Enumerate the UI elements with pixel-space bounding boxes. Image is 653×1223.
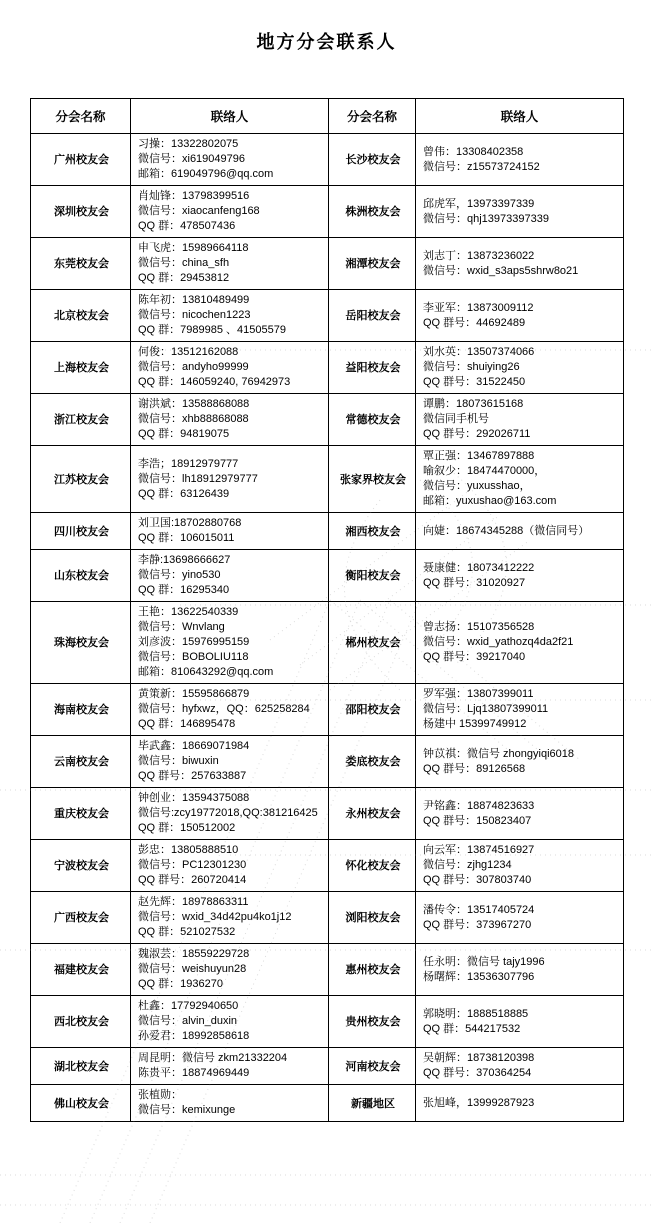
contact-line: 邱虎军，13973397339 [423,197,535,210]
contact-line: QQ 群号：257633887 [138,770,247,782]
contact-line: QQ 群号：292026711 [423,428,531,440]
contact-line: QQ 群：150512002 [138,822,236,834]
contact-info-cell-right [416,134,624,186]
contact-info-cell-left [131,1048,329,1085]
branch-name-cell-right: 常德校友会 [329,394,416,446]
contact-line: 邮箱：810643292@qq.com [138,666,274,678]
contact-info-cell-left [131,788,329,840]
branch-name-cell-left: 深圳校友会 [31,186,131,238]
contact-line: QQ 群：146059240, 76942973 [138,376,291,388]
contact-info-cell-left [131,550,329,602]
table-row [31,513,624,550]
contact-line: 向云军：13874516927 [423,844,535,856]
contact-info-cell-right [416,944,624,996]
contact-line: 微信号：nicochen1223 [138,309,251,321]
contact-line: 申飞虎：15989664118 [138,242,249,254]
contact-line: QQ 群号：150823407 [423,814,532,827]
table-row [31,684,624,736]
contact-line: 尹铭鑫：18874823633 [423,799,535,812]
table-row [31,944,624,996]
contact-info-cell-left [131,446,329,513]
contact-line: 潘传令：13517405724 [423,903,535,916]
contact-info-cell-right [416,238,624,290]
contact-info-cell-right [416,342,624,394]
contact-line: 微信号：qhj13973397339 [423,212,549,225]
table-row [31,446,624,513]
contact-info-cell-left [131,944,329,996]
branch-name-cell-right: 益阳校友会 [329,342,416,394]
contact-line: 微信号：wxid_yathozq4da2f21 [423,636,574,648]
contact-info-cell-left [131,238,329,290]
contact-info-cell-left [131,840,329,892]
contact-line: 黄策新：15595866879 [138,688,250,700]
contact-info-cell-right [416,684,624,736]
branch-name-cell-right: 湘西校友会 [329,513,416,550]
contact-line: 微信号：Wnvlang [138,621,225,633]
contact-line: 喻叙少：18474470000， [423,465,546,477]
contact-info-cell-right [416,602,624,684]
branch-name-cell-right: 岳阳校友会 [329,290,416,342]
table-row [31,186,624,238]
contact-line: 微信号：Ljq13807399011 [423,703,549,715]
contact-line: 微信号：zjhg1234 [423,859,512,871]
contact-info-cell-left [131,996,329,1048]
contact-info-cell-right [416,840,624,892]
contact-line: 微信号：yuxusshao， [423,480,531,492]
contact-line: 微信号：wxid_s3aps5shrw8o21 [423,264,579,277]
contact-line: QQ 群：94819075 [138,428,230,440]
contact-line: 微信号：BOBOLIU118 [138,651,249,663]
contact-info-cell-right [416,394,624,446]
branch-name-cell-left: 福建校友会 [31,944,131,996]
contact-line: 彭忠：13805888510 [138,844,239,856]
contact-line: 张旭峰，13999287923 [423,1096,535,1109]
table-row [31,550,624,602]
contact-line: 钟创业：13594375088 [138,792,250,804]
contact-info-cell-left [131,186,329,238]
contact-line: 微信号：alvin_duxin [138,1015,238,1027]
table-row [31,342,624,394]
branch-name-cell-left: 佛山校友会 [31,1085,131,1122]
contact-line: 孙爱君：18992858618 [138,1030,250,1042]
contact-line: 刘彦波：15976995159 [138,636,250,648]
contact-line: 微信号：xi619049796 [138,153,246,165]
table-row [31,290,624,342]
contact-line: 刘水英：13507374066 [423,346,535,358]
table-row [31,996,624,1048]
branch-name-cell-left: 广州校友会 [31,134,131,186]
table-row [31,788,624,840]
contact-line: 任永明：微信号 tajy1996 [423,955,545,968]
contact-line: QQ 群号：39217040 [423,651,526,663]
contact-info-cell-left [131,684,329,736]
contact-line: QQ 群：106015011 [138,532,235,544]
contact-info-cell-right [416,788,624,840]
contact-line: 微信号：andyho99999 [138,361,249,373]
contact-line: 聂康健：18073412222 [423,561,535,574]
contact-line: 曾志扬：15107356528 [423,621,535,633]
contact-line: 陈年初：13810489499 [138,294,250,306]
contact-line: 微信号：hyfxwz，QQ：625258284 [138,703,310,715]
contact-line: 张植勋： [138,1089,182,1101]
branch-name-cell-left: 东莞校友会 [31,238,131,290]
contact-line: 赵先辉：18978863311 [138,896,249,908]
branch-name-cell-right: 邵阳校友会 [329,684,416,736]
branch-name-cell-right: 郴州校友会 [329,602,416,684]
contact-line: 杨建中 15399749912 [423,718,527,730]
contact-line: QQ 群号：307803740 [423,874,532,886]
branch-name-cell-left: 珠海校友会 [31,602,131,684]
contact-line: QQ 群号：373967270 [423,918,532,931]
contact-line: 谭鹏：18073615168 [423,398,524,410]
branch-name-cell-right: 张家界校友会 [329,446,416,513]
contact-line: QQ 群号：260720414 [138,874,247,886]
branch-name-cell-left: 上海校友会 [31,342,131,394]
table-row [31,840,624,892]
contact-line: 李浩；18912979777 [138,457,239,470]
contact-line: QQ 群：544217532 [423,1022,521,1035]
contact-info-cell-left [131,892,329,944]
contact-info-cell-left [131,602,329,684]
branch-name-cell-left: 广西校友会 [31,892,131,944]
contact-line: 微信号：china_sfh [138,257,230,269]
contact-line: 周昆明：微信号 zkm21332204 [138,1052,288,1064]
contact-line: QQ 群号：89126568 [423,762,526,775]
contact-line: 习操：13322802075 [138,138,239,150]
contact-info-cell-left [131,290,329,342]
table-row [31,602,624,684]
contact-line: QQ 群号：31522450 [423,376,526,388]
table-row [31,892,624,944]
contact-info-cell-right [416,290,624,342]
table-header [31,99,624,134]
contact-line: QQ 群：16295340 [138,584,230,596]
contact-line: 微信号：wxid_34d42pu4ko1j12 [138,911,292,923]
contacts-table [30,98,624,1122]
table-row [31,1085,624,1122]
contact-line: 郭晓明：1888518885 [423,1007,529,1020]
branch-name-cell-right: 贵州校友会 [329,996,416,1048]
contact-line: QQ 群：7989985 、41505579 [138,324,286,336]
contact-line: 微信号：lh18912979777 [138,472,258,485]
branch-name-cell-left: 江苏校友会 [31,446,131,513]
branch-name-cell-left: 重庆校友会 [31,788,131,840]
branch-name-cell-left: 浙江校友会 [31,394,131,446]
contact-info-cell-right [416,513,624,550]
table-row [31,736,624,788]
contact-line: 王艳：13622540339 [138,606,239,618]
contact-line: 刘卫国:18702880768 [138,517,242,529]
contact-line: 向婕：18674345288（微信同号） [423,524,590,537]
contact-line: 覃正强：13467897888 [423,450,535,462]
branch-name-cell-left: 海南校友会 [31,684,131,736]
contact-line: QQ 群：29453812 [138,272,230,284]
contact-line: 李亚军：13873009112 [423,301,534,314]
contact-info-cell-right [416,1048,624,1085]
contact-line: 毕武鑫：18669071984 [138,740,250,752]
branch-name-cell-right: 河南校友会 [329,1048,416,1085]
contact-line: QQ 群号：370364254 [423,1067,532,1079]
contact-line: QQ 群：1936270 [138,978,223,990]
contact-line: 李静:13698666627 [138,554,231,566]
branch-name-cell-left: 山东校友会 [31,550,131,602]
contact-line: 杨曙辉：13536307796 [423,970,535,983]
contact-info-cell-left [131,513,329,550]
contact-line: QQ 群：521027532 [138,926,236,938]
column-header-branch-right: 分会名称 [329,99,416,134]
branch-name-cell-left: 湖北校友会 [31,1048,131,1085]
contact-line: 微信号：PC12301230 [138,859,247,871]
contact-info-cell-left [131,1085,329,1122]
branch-name-cell-right: 株洲校友会 [329,186,416,238]
contact-line: 微信号：kemixunge [138,1104,236,1116]
contact-line: 微信号：xhb88868088 [138,413,249,425]
contact-line: QQ 群：478507436 [138,220,236,232]
contacts-table-container [30,98,623,1122]
branch-name-cell-left: 云南校友会 [31,736,131,788]
table-row [31,238,624,290]
contact-line: QQ 群号：44692489 [423,316,526,329]
contact-line: QQ 群：146895478 [138,718,236,730]
contact-info-cell-right [416,186,624,238]
contact-info-cell-right [416,736,624,788]
contact-line: 微信号：z15573724152 [423,160,540,173]
contact-line: 邮箱：yuxushao@163.com [423,495,557,507]
page-title: 地方分会联系人 [256,32,397,53]
contact-line: 邮箱：619049796@qq.com [138,168,274,180]
contact-line: 谢洪斌：13588868088 [138,398,250,410]
contact-info-cell-right [416,996,624,1048]
contact-info-cell-left [131,394,329,446]
contact-info-cell-left [131,342,329,394]
column-header-branch-left: 分会名称 [31,99,131,134]
contact-line: 微信号：xiaocanfeng168 [138,205,260,217]
contact-line: 魏淑芸：18559229728 [138,948,250,960]
branch-name-cell-left: 西北校友会 [31,996,131,1048]
branch-name-cell-right: 衡阳校友会 [329,550,416,602]
contact-line: 微信号：weishuyun28 [138,963,247,975]
table-row [31,134,624,186]
contact-info-cell-left [131,134,329,186]
contact-line: 杜鑫：17792940650 [138,1000,239,1012]
contact-line: 刘志丁：13873236022 [423,249,535,262]
contact-info-cell-right [416,550,624,602]
branch-name-cell-right: 新疆地区 [329,1085,416,1122]
table-body [31,134,624,1122]
branch-name-cell-right: 长沙校友会 [329,134,416,186]
branch-name-cell-left: 四川校友会 [31,513,131,550]
column-header-contact-right: 联络人 [416,99,624,134]
contact-info-cell-left [131,736,329,788]
contact-line: 钟苡祺：微信号 zhongyiqi6018 [423,747,575,760]
branch-name-cell-left: 北京校友会 [31,290,131,342]
contact-line: 曾伟：13308402358 [423,145,524,158]
contact-line: 陈贵平：18874969449 [138,1067,250,1079]
contact-line: 微信号：yino530 [138,569,221,581]
table-row [31,394,624,446]
contact-line: 微信号:zcy19772018,QQ:381216425 [138,807,318,819]
contact-line: QQ 群号：31020927 [423,576,526,589]
branch-name-cell-right: 浏阳校友会 [329,892,416,944]
contact-line: 肖灿锋：13798399516 [138,190,250,202]
contact-line: QQ 群：63126439 [138,487,230,500]
contact-info-cell-right [416,446,624,513]
branch-name-cell-right: 娄底校友会 [329,736,416,788]
table-header-row [31,99,624,134]
contact-line: 微信同手机号 [423,413,489,425]
contact-info-cell-right [416,892,624,944]
contact-line: 何俊：13512162088 [138,346,239,358]
branch-name-cell-right: 惠州校友会 [329,944,416,996]
contact-line: 微信号：shuiying26 [423,361,520,373]
contact-info-cell-right [416,1085,624,1122]
column-header-contact-left: 联络人 [131,99,329,134]
contact-line: 罗军强：13807399011 [423,688,534,700]
contact-line: 微信号：biwuxin [138,755,219,767]
table-row [31,1048,624,1085]
branch-name-cell-right: 怀化校友会 [329,840,416,892]
branch-name-cell-left: 宁波校友会 [31,840,131,892]
branch-name-cell-right: 永州校友会 [329,788,416,840]
contact-line: 吴朝辉：18738120398 [423,1052,535,1064]
branch-name-cell-right: 湘潭校友会 [329,238,416,290]
